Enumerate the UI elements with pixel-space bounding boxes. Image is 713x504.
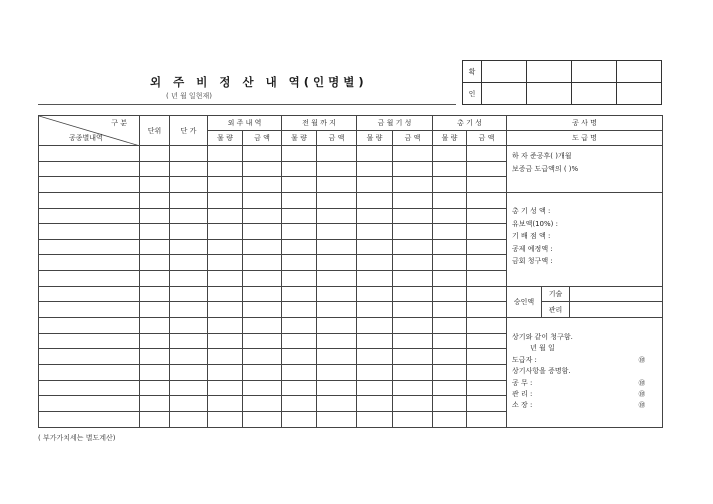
table-cell[interactable] <box>467 146 507 162</box>
table-cell[interactable] <box>357 271 393 287</box>
table-cell[interactable] <box>208 333 243 349</box>
unit-price-header: 단 가 <box>170 116 208 146</box>
table-cell[interactable] <box>208 396 243 412</box>
approval-label: 승인액 <box>507 286 542 317</box>
table-cell[interactable] <box>39 364 140 380</box>
claim-statement: 상기와 같이 청구함. <box>512 333 573 342</box>
table-cell[interactable] <box>170 333 208 349</box>
seal-icon: ㊞ <box>638 401 646 410</box>
table-cell[interactable] <box>433 192 467 208</box>
table-cell[interactable] <box>317 161 357 177</box>
table-cell[interactable] <box>357 333 393 349</box>
table-cell[interactable] <box>170 177 208 193</box>
table-cell[interactable] <box>467 396 507 412</box>
table-cell[interactable] <box>140 161 170 177</box>
table-cell[interactable] <box>282 146 317 162</box>
table-cell[interactable] <box>243 411 282 427</box>
table-cell[interactable] <box>357 161 393 177</box>
table-cell[interactable] <box>243 208 282 224</box>
confirm-label-bottom: 인 <box>463 83 482 105</box>
table-cell[interactable] <box>140 286 170 302</box>
table-cell[interactable] <box>467 161 507 177</box>
table-cell[interactable] <box>393 396 433 412</box>
table-cell[interactable] <box>433 208 467 224</box>
qty-header: 물 량 <box>357 131 393 146</box>
seal-icon: ㊞ <box>638 355 646 364</box>
table-cell[interactable] <box>140 318 170 334</box>
group-header-previous: 전 월 까 지 <box>282 116 357 131</box>
table-cell[interactable] <box>39 224 140 240</box>
total-progress-amount: 총 기 성 액 : <box>512 206 551 215</box>
table-cell[interactable] <box>39 192 140 208</box>
table-cell[interactable] <box>170 161 208 177</box>
table-cell[interactable] <box>140 333 170 349</box>
table-cell[interactable] <box>39 239 140 255</box>
table-cell[interactable] <box>467 255 507 271</box>
table-cell[interactable] <box>467 177 507 193</box>
table-cell[interactable] <box>39 161 140 177</box>
table-cell[interactable] <box>208 239 243 255</box>
table-cell[interactable] <box>467 192 507 208</box>
table-cell[interactable] <box>357 364 393 380</box>
table-cell[interactable] <box>467 302 507 318</box>
site-manager-line <box>512 400 659 411</box>
seal-icon: ㊞ <box>638 390 646 399</box>
table-cell[interactable] <box>433 380 467 396</box>
table-cell[interactable] <box>317 411 357 427</box>
table-cell[interactable] <box>393 302 433 318</box>
table-cell[interactable] <box>243 286 282 302</box>
table-cell[interactable] <box>243 239 282 255</box>
amount-header: 금 액 <box>393 131 433 146</box>
table-cell[interactable] <box>282 396 317 412</box>
certify-statement: 상기사항을 증명함. <box>512 367 571 376</box>
table-cell[interactable] <box>208 286 243 302</box>
approval-admin-value[interactable] <box>570 302 663 318</box>
confirm-cell[interactable] <box>482 61 527 83</box>
table-cell[interactable] <box>357 146 393 162</box>
claim-date: 년 월 일 <box>530 344 555 353</box>
group-header-total: 총 기 성 <box>433 116 507 131</box>
table-cell[interactable] <box>39 271 140 287</box>
table-cell[interactable] <box>317 286 357 302</box>
footnote: ( 부가가치세는 별도계산) <box>38 434 116 442</box>
table-cell[interactable] <box>433 364 467 380</box>
table-cell[interactable] <box>170 302 208 318</box>
table-cell[interactable] <box>243 161 282 177</box>
table-cell[interactable] <box>282 364 317 380</box>
current-claim-amount: 금회 청구액 : <box>512 257 553 266</box>
allocated-amount: 기 배 점 액 : <box>512 232 551 241</box>
warranty-period: 하 자 준공후( )개월 <box>512 152 572 160</box>
table-cell[interactable] <box>433 302 467 318</box>
table-cell[interactable] <box>357 224 393 240</box>
category-header <box>39 116 140 146</box>
deduction-amount: 공제 예정액 : <box>512 244 553 253</box>
confirm-cell[interactable] <box>572 83 617 105</box>
table-cell[interactable] <box>140 239 170 255</box>
table-cell[interactable] <box>467 411 507 427</box>
table-cell[interactable] <box>467 349 507 365</box>
management-label: 관 리 : <box>512 390 533 399</box>
table-cell[interactable] <box>282 177 317 193</box>
table-cell[interactable] <box>357 411 393 427</box>
settlement-table <box>38 115 663 428</box>
confirm-cell[interactable] <box>527 83 572 105</box>
confirm-label-top: 확 <box>463 61 482 83</box>
table-cell[interactable] <box>282 239 317 255</box>
table-cell[interactable] <box>393 380 433 396</box>
table-cell[interactable] <box>39 208 140 224</box>
table-cell[interactable] <box>357 286 393 302</box>
table-cell[interactable] <box>467 224 507 240</box>
table-cell[interactable] <box>243 192 282 208</box>
table-cell[interactable] <box>208 192 243 208</box>
page-title: 외 주 비 정 산 내 역(인명별) <box>150 75 368 89</box>
amount-header: 금 액 <box>467 131 507 146</box>
table-cell[interactable] <box>208 271 243 287</box>
table-cell[interactable] <box>140 255 170 271</box>
table-cell[interactable] <box>282 333 317 349</box>
table-cell[interactable] <box>208 177 243 193</box>
title-underline <box>38 104 456 105</box>
site-manager-label: 소 장 : <box>512 401 533 410</box>
table-cell[interactable] <box>467 239 507 255</box>
table-cell[interactable] <box>433 239 467 255</box>
table-cell[interactable] <box>433 411 467 427</box>
table-cell[interactable] <box>170 224 208 240</box>
table-cell[interactable] <box>433 271 467 287</box>
table-cell[interactable] <box>393 208 433 224</box>
table-cell[interactable] <box>433 349 467 365</box>
table-cell[interactable] <box>170 364 208 380</box>
table-cell[interactable] <box>393 318 433 334</box>
approval-technical-label: 기술 <box>542 286 570 302</box>
table-cell[interactable] <box>282 318 317 334</box>
table-cell[interactable] <box>467 364 507 380</box>
table-cell[interactable] <box>357 208 393 224</box>
table-cell[interactable] <box>208 364 243 380</box>
table-cell[interactable] <box>140 224 170 240</box>
table-cell[interactable] <box>317 208 357 224</box>
table-cell[interactable] <box>393 239 433 255</box>
table-cell[interactable] <box>433 396 467 412</box>
table-cell[interactable] <box>317 177 357 193</box>
table-cell[interactable] <box>243 146 282 162</box>
table-cell[interactable] <box>39 411 140 427</box>
table-cell[interactable] <box>170 208 208 224</box>
table-cell[interactable] <box>282 224 317 240</box>
table-cell[interactable] <box>243 224 282 240</box>
table-cell[interactable] <box>282 286 317 302</box>
table-cell[interactable] <box>208 411 243 427</box>
table-cell[interactable] <box>140 302 170 318</box>
works-line <box>512 378 659 389</box>
table-cell[interactable] <box>208 161 243 177</box>
management-line <box>512 389 659 400</box>
table-cell[interactable] <box>357 192 393 208</box>
by-trade-label: 공종별내역 <box>69 134 103 142</box>
table-cell[interactable] <box>170 239 208 255</box>
group-header-outsourcing: 외 주 내 역 <box>208 116 282 131</box>
table-cell[interactable] <box>39 302 140 318</box>
table-cell[interactable] <box>208 208 243 224</box>
table-cell[interactable] <box>39 255 140 271</box>
table-cell[interactable] <box>433 161 467 177</box>
table-cell[interactable] <box>282 380 317 396</box>
table-cell[interactable] <box>208 146 243 162</box>
table-cell[interactable] <box>282 302 317 318</box>
table-cell[interactable] <box>357 349 393 365</box>
table-cell[interactable] <box>357 302 393 318</box>
table-cell[interactable] <box>208 380 243 396</box>
table-cell[interactable] <box>282 271 317 287</box>
table-cell[interactable] <box>39 396 140 412</box>
table-cell[interactable] <box>39 286 140 302</box>
table-cell[interactable] <box>317 364 357 380</box>
table-cell[interactable] <box>317 333 357 349</box>
table-cell[interactable] <box>393 146 433 162</box>
table-cell[interactable] <box>393 161 433 177</box>
table-cell[interactable] <box>393 286 433 302</box>
table-cell[interactable] <box>433 286 467 302</box>
approval-admin-label: 관리 <box>542 302 570 318</box>
table-cell[interactable] <box>140 192 170 208</box>
table-cell[interactable] <box>170 192 208 208</box>
table-cell[interactable] <box>317 146 357 162</box>
table-cell[interactable] <box>317 255 357 271</box>
seal-icon: ㊞ <box>638 378 646 387</box>
table-cell[interactable] <box>467 318 507 334</box>
retention-amount: 유보액(10%) : <box>512 219 558 228</box>
table-cell[interactable] <box>467 380 507 396</box>
table-cell[interactable] <box>317 271 357 287</box>
table-cell[interactable] <box>243 302 282 318</box>
contract-amount-header: 도 급 명 <box>507 131 663 146</box>
table-cell[interactable] <box>140 146 170 162</box>
table-cell[interactable] <box>170 396 208 412</box>
table-cell[interactable] <box>170 146 208 162</box>
table-cell[interactable] <box>39 146 140 162</box>
table-cell[interactable] <box>317 224 357 240</box>
table-cell[interactable] <box>170 286 208 302</box>
table-cell[interactable] <box>208 318 243 334</box>
works-label: 공 무 : <box>512 378 533 387</box>
table-cell[interactable] <box>357 177 393 193</box>
warranty-deposit: 보증금 도급액의 ( )% <box>512 164 579 173</box>
table-cell[interactable] <box>170 271 208 287</box>
table-cell[interactable] <box>208 302 243 318</box>
confirm-cell[interactable] <box>617 83 662 105</box>
table-cell[interactable] <box>170 411 208 427</box>
category-label: 구 분 <box>111 119 127 127</box>
table-cell[interactable] <box>393 192 433 208</box>
table-cell[interactable] <box>282 192 317 208</box>
table-cell[interactable] <box>393 224 433 240</box>
confirm-cell[interactable] <box>572 61 617 83</box>
table-cell[interactable] <box>39 349 140 365</box>
table-cell[interactable] <box>393 364 433 380</box>
table-cell[interactable] <box>467 286 507 302</box>
table-cell[interactable] <box>393 271 433 287</box>
table-cell[interactable] <box>393 349 433 365</box>
table-cell[interactable] <box>282 161 317 177</box>
table-cell[interactable] <box>243 318 282 334</box>
confirm-cell[interactable] <box>482 83 527 105</box>
table-cell[interactable] <box>357 318 393 334</box>
confirm-cell[interactable] <box>617 61 662 83</box>
table-cell[interactable] <box>467 271 507 287</box>
amount-header: 금 액 <box>243 131 282 146</box>
table-cell[interactable] <box>433 224 467 240</box>
table-cell[interactable] <box>39 333 140 349</box>
table-cell[interactable] <box>140 177 170 193</box>
table-cell[interactable] <box>243 177 282 193</box>
totals-section <box>507 192 663 286</box>
table-cell[interactable] <box>243 255 282 271</box>
warranty-section <box>507 146 663 193</box>
table-cell[interactable] <box>393 411 433 427</box>
unit-header: 단위 <box>140 116 170 146</box>
table-cell[interactable] <box>317 302 357 318</box>
table-cell[interactable] <box>243 380 282 396</box>
table-cell[interactable] <box>39 177 140 193</box>
table-cell[interactable] <box>282 208 317 224</box>
table-cell[interactable] <box>433 318 467 334</box>
table-cell[interactable] <box>433 177 467 193</box>
table-cell[interactable] <box>140 411 170 427</box>
table-cell[interactable] <box>393 177 433 193</box>
table-cell[interactable] <box>140 364 170 380</box>
table-cell[interactable] <box>282 411 317 427</box>
table-cell[interactable] <box>357 239 393 255</box>
table-cell[interactable] <box>243 333 282 349</box>
confirm-cell[interactable] <box>527 61 572 83</box>
contractor-label: 도급자 : <box>512 355 537 364</box>
table-cell[interactable] <box>357 396 393 412</box>
table-cell[interactable] <box>140 380 170 396</box>
table-cell[interactable] <box>243 396 282 412</box>
table-cell[interactable] <box>243 349 282 365</box>
table-cell[interactable] <box>170 380 208 396</box>
table-cell[interactable] <box>140 349 170 365</box>
table-cell[interactable] <box>170 349 208 365</box>
table-cell[interactable] <box>317 318 357 334</box>
confirmation-box <box>462 60 662 105</box>
table-cell[interactable] <box>433 333 467 349</box>
claim-section <box>507 318 663 427</box>
table-cell[interactable] <box>433 255 467 271</box>
contractor-line <box>512 355 659 366</box>
table-cell[interactable] <box>140 396 170 412</box>
table-cell[interactable] <box>317 380 357 396</box>
table-cell[interactable] <box>393 255 433 271</box>
table-cell[interactable] <box>467 208 507 224</box>
group-header-current: 금 월 기 성 <box>357 116 433 131</box>
table-cell[interactable] <box>433 146 467 162</box>
qty-header: 물 량 <box>433 131 467 146</box>
amount-header: 금 액 <box>317 131 357 146</box>
table-cell[interactable] <box>393 333 433 349</box>
table-cell[interactable] <box>208 349 243 365</box>
table-cell[interactable] <box>140 208 170 224</box>
table-cell[interactable] <box>282 255 317 271</box>
table-cell[interactable] <box>317 192 357 208</box>
approval-technical-value[interactable] <box>570 286 663 302</box>
table-cell[interactable] <box>140 271 170 287</box>
table-cell[interactable] <box>208 224 243 240</box>
as-of-date: ( 년 월 일현재) <box>166 92 212 100</box>
table-cell[interactable] <box>317 349 357 365</box>
qty-header: 물 량 <box>208 131 243 146</box>
table-cell[interactable] <box>208 255 243 271</box>
table-cell[interactable] <box>170 255 208 271</box>
table-cell[interactable] <box>467 333 507 349</box>
table-cell[interactable] <box>39 318 140 334</box>
table-cell[interactable] <box>243 271 282 287</box>
table-cell[interactable] <box>243 364 282 380</box>
qty-header: 물 량 <box>282 131 317 146</box>
project-name-header: 공 사 명 <box>507 116 663 131</box>
table-cell[interactable] <box>39 380 140 396</box>
table-cell[interactable] <box>357 255 393 271</box>
table-cell[interactable] <box>170 318 208 334</box>
table-cell[interactable] <box>282 349 317 365</box>
table-cell[interactable] <box>357 380 393 396</box>
table-cell[interactable] <box>317 239 357 255</box>
table-cell[interactable] <box>317 396 357 412</box>
